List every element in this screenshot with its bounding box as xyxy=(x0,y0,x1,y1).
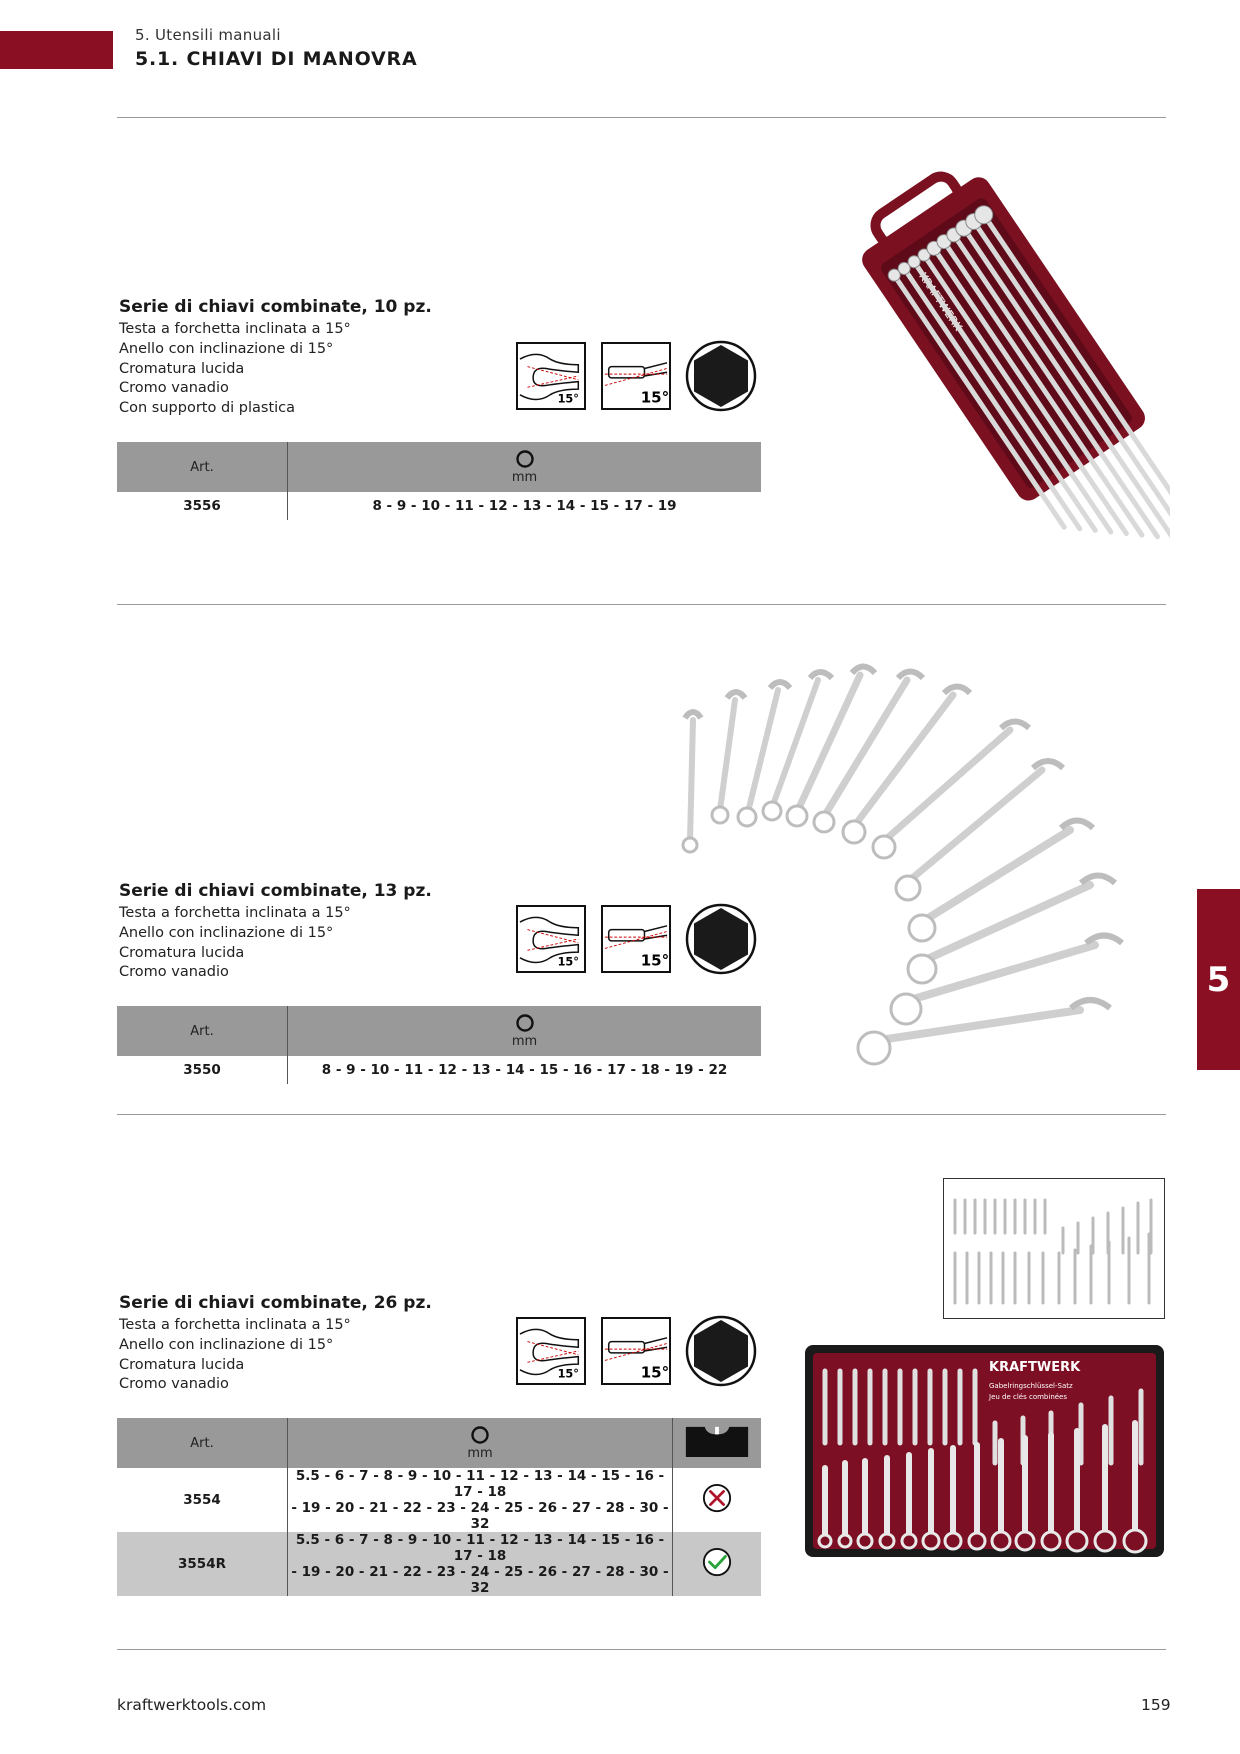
table-row xyxy=(117,1468,761,1532)
hexagon-socket-icon xyxy=(685,1315,757,1387)
product-title: Serie di chiavi combinate, 26 pz. xyxy=(119,1293,432,1313)
product-features xyxy=(119,1316,351,1395)
open-end-15-icon xyxy=(516,905,586,973)
col-header-pouch xyxy=(673,1418,762,1468)
feature-item: Cromo vanadio xyxy=(119,1376,229,1393)
feature-item: Testa a forchetta inclinata a 15° xyxy=(119,905,351,921)
chapter-tab: 5 xyxy=(1197,889,1240,1070)
product-features xyxy=(119,904,351,983)
ring-mm-icon xyxy=(470,1425,490,1445)
sizes-line: 5.5 - 6 - 7 - 8 - 9 - 10 - 11 - 12 - 13 - 14 - 15 - 16 - 17 - 18 xyxy=(295,1532,665,1564)
feature-item: Cromatura lucida xyxy=(119,1356,245,1373)
angle-label: 15° xyxy=(557,392,579,406)
ring-15-icon xyxy=(601,342,671,410)
product-photo-fan xyxy=(670,640,1170,1080)
spec-table xyxy=(117,442,761,520)
divider xyxy=(117,1649,1166,1650)
sizes-line: - 19 - 20 - 21 - 22 - 23 - 24 - 25 - 26 - 27 - 28 - 30 - 32 xyxy=(291,1564,669,1596)
angle-label: 15° xyxy=(640,388,669,407)
product-photo-pouch xyxy=(803,1343,1166,1559)
feature-item: Con supporto di plastica xyxy=(119,400,296,417)
spec-table xyxy=(117,1418,761,1596)
feature-item: Anello con inclinazione di 15° xyxy=(119,340,334,357)
product-photo-inset xyxy=(943,1178,1165,1319)
table-row xyxy=(117,1056,761,1084)
art-cell: 3550 xyxy=(117,1056,288,1084)
pouch-cell xyxy=(673,1532,762,1596)
open-end-15-icon xyxy=(516,342,586,410)
hexagon-socket-icon xyxy=(685,340,757,412)
section-title: 5.1. CHIAVI DI MANOVRA xyxy=(135,48,418,70)
pouch-icon xyxy=(684,1421,750,1461)
open-end-15-icon xyxy=(516,1317,586,1385)
spec-table xyxy=(117,1006,761,1084)
product-photo-rack xyxy=(815,150,1170,580)
divider xyxy=(117,117,1166,118)
sizes-cell: 8 - 9 - 10 - 11 - 12 - 13 - 14 - 15 - 16 - 17 - 18 - 19 - 22 xyxy=(321,1062,728,1078)
col-header-art: Art. xyxy=(117,1418,288,1468)
check-icon xyxy=(702,1547,732,1577)
col-header-mm xyxy=(288,442,762,492)
pouch-cell xyxy=(673,1468,762,1532)
feature-item: Cromo vanadio xyxy=(119,380,229,397)
pouch-subtitle2: Jeu de clés combinées xyxy=(989,1393,1068,1401)
cross-icon xyxy=(702,1483,732,1513)
angle-label: 15° xyxy=(557,955,579,969)
ring-15-icon xyxy=(601,905,671,973)
angle-label: 15° xyxy=(640,951,669,970)
feature-item: Anello con inclinazione di 15° xyxy=(119,1336,334,1353)
product-title: Serie di chiavi combinate, 10 pz. xyxy=(119,297,432,317)
header-red-bar xyxy=(0,31,113,69)
feature-item: Cromatura lucida xyxy=(119,944,245,961)
table-row xyxy=(117,1532,761,1596)
angle-label: 15° xyxy=(640,1363,669,1382)
pouch-brand: KRAFTWERK xyxy=(989,1360,1081,1375)
art-cell: 3554 xyxy=(117,1468,288,1532)
ring-mm-icon xyxy=(515,449,535,469)
angle-label: 15° xyxy=(557,1367,579,1381)
sizes-cell xyxy=(288,1532,673,1596)
art-cell: 3554R xyxy=(117,1532,288,1596)
feature-item: Anello con inclinazione di 15° xyxy=(119,924,334,941)
feature-item: Testa a forchetta inclinata a 15° xyxy=(119,1317,351,1333)
col-header-art: Art. xyxy=(117,442,288,492)
sizes-line: - 19 - 20 - 21 - 22 - 23 - 24 - 25 - 26 - 27 - 28 - 30 - 32 xyxy=(291,1500,669,1532)
footer-url: kraftwerktools.com xyxy=(117,1696,267,1714)
divider xyxy=(117,1114,1166,1115)
mm-label: mm xyxy=(511,470,538,485)
pouch-subtitle: Gabelringschlüssel-Satz xyxy=(989,1382,1073,1390)
sizes-cell: 8 - 9 - 10 - 11 - 12 - 13 - 14 - 15 - 17 - 19 xyxy=(372,498,677,514)
mm-label: mm xyxy=(467,1446,493,1461)
feature-item: Testa a forchetta inclinata a 15° xyxy=(119,321,351,337)
mm-label: mm xyxy=(511,1034,538,1049)
sizes-cell xyxy=(288,1468,673,1532)
art-cell: 3556 xyxy=(117,492,288,520)
page-number: 159 xyxy=(1141,1696,1171,1714)
feature-item: Cromo vanadio xyxy=(119,964,229,981)
col-header-mm xyxy=(288,1418,673,1468)
product-features xyxy=(119,320,351,419)
feature-item: Cromatura lucida xyxy=(119,360,245,377)
divider xyxy=(117,604,1166,605)
ring-mm-icon xyxy=(515,1013,535,1033)
ring-15-icon xyxy=(601,1317,671,1385)
chapter-label: 5. Utensili manuali xyxy=(135,26,281,44)
product-title: Serie di chiavi combinate, 13 pz. xyxy=(119,881,432,901)
table-row xyxy=(117,492,761,520)
col-header-art: Art. xyxy=(117,1006,288,1056)
sizes-line: 5.5 - 6 - 7 - 8 - 9 - 10 - 11 - 12 - 13 - 14 - 15 - 16 - 17 - 18 xyxy=(295,1468,665,1500)
